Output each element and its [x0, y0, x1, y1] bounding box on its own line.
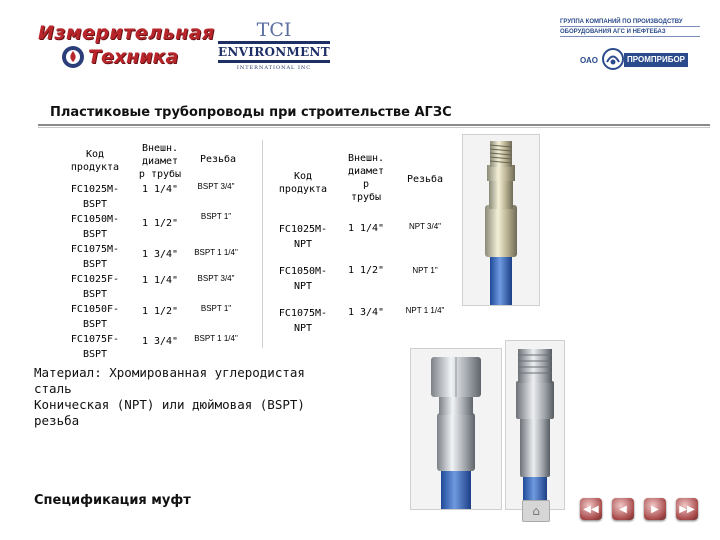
tci-text: TCI	[256, 19, 292, 41]
cell-thread: BSPT 3/4"	[197, 274, 235, 283]
title-underline	[38, 124, 710, 126]
previous-slide-button[interactable]	[612, 498, 634, 520]
cell-code	[266, 306, 340, 336]
code-line: BSPT	[82, 199, 108, 210]
code-line: FC1075M-	[278, 308, 328, 319]
code-line: FC1025F-	[70, 274, 120, 285]
material-line: Материал: Хромированная углеродистая	[34, 365, 305, 380]
cell-diameter: 1 1/4"	[141, 184, 179, 195]
npt-spec-table	[262, 140, 458, 348]
izmeritelnaya-tehnika-logo	[38, 20, 215, 72]
footer-title: Спецификация муфт	[34, 493, 191, 508]
code-line: FC1075F-	[70, 334, 120, 345]
environment-text: ENVIRONMENT	[217, 45, 331, 59]
gear-drop-icon	[60, 44, 86, 70]
header-diameter-line: диамет	[347, 166, 385, 177]
code-line: FC1050M-	[278, 266, 328, 277]
next-slide-icon: ▶	[651, 503, 659, 515]
cell-thread: BSPT 1 1/4"	[194, 334, 238, 343]
header-code-line: Код	[85, 149, 105, 160]
material-line: резьба	[34, 413, 80, 428]
code-line: BSPT	[82, 319, 108, 330]
code-line: NPT	[293, 281, 313, 292]
logo-divider	[218, 60, 330, 63]
logo-text-line1: Измерительная	[38, 22, 215, 44]
cell-code	[58, 212, 132, 242]
table-row	[58, 332, 248, 363]
code-line: BSPT	[82, 289, 108, 300]
prompribor-emblem-icon	[602, 48, 624, 70]
female-fitting-photo	[410, 348, 502, 510]
header-code-line: продукта	[278, 184, 328, 195]
cell-diameter: 1 3/4"	[347, 307, 385, 318]
cell-diameter: 1 1/4"	[141, 275, 179, 286]
code-line: FC1075M-	[70, 244, 120, 255]
table-row	[262, 264, 458, 308]
cell-thread: BSPT 1"	[200, 212, 232, 221]
title-underline-light	[38, 127, 710, 128]
cell-thread: NPT 3/4"	[408, 222, 442, 231]
code-line: NPT	[293, 323, 313, 334]
code-line: BSPT	[82, 259, 108, 270]
material-line: Коническая (NPT) или дюймовая (BSPT)	[34, 397, 305, 412]
cell-code	[58, 302, 132, 332]
cell-code	[266, 264, 340, 294]
page-title: Пластиковые трубопроводы при строительстве АГЗС	[50, 105, 452, 120]
prompribor-logo	[580, 48, 708, 70]
table-row	[262, 306, 458, 350]
home-button[interactable]	[522, 500, 550, 522]
material-line: сталь	[34, 381, 72, 396]
table-row	[58, 272, 248, 303]
table-header-thread: Резьба	[199, 154, 237, 165]
cell-diameter: 1 3/4"	[141, 249, 179, 260]
first-slide-icon: ◀◀	[583, 503, 599, 515]
code-line: FC1050F-	[70, 304, 120, 315]
code-line: FC1025M-	[70, 184, 120, 195]
next-slide-button[interactable]	[644, 498, 666, 520]
cell-code	[58, 272, 132, 302]
code-line: NPT	[293, 239, 313, 250]
cell-thread: BSPT 3/4"	[197, 182, 235, 191]
prompribor-name: ПРОМПРИБОР	[624, 53, 688, 67]
header-diameter-line: Внешн.	[347, 153, 385, 164]
table-header-diameter	[342, 152, 390, 204]
cell-diameter: 1 1/2"	[347, 265, 385, 276]
table-row	[58, 242, 248, 273]
cell-code	[58, 332, 132, 362]
last-slide-icon: ▶▶	[679, 503, 695, 515]
header-code-line: продукта	[70, 162, 120, 173]
code-line: FC1025M-	[278, 224, 328, 235]
cell-diameter: 1 1/4"	[347, 223, 385, 234]
cell-thread: BSPT 1"	[200, 304, 232, 313]
last-slide-button[interactable]	[676, 498, 698, 520]
table-row	[58, 212, 248, 243]
table-row	[58, 182, 248, 213]
threaded-fitting-photo	[505, 340, 565, 510]
header-diameter-line: р трубы	[138, 169, 182, 180]
table-row	[262, 222, 458, 266]
cell-code	[266, 222, 340, 252]
logo-text-line2: Техника	[88, 46, 179, 68]
table-row	[58, 302, 248, 333]
material-description	[34, 365, 394, 429]
group-caption-line1: ГРУППА КОМПАНИЙ ПО ПРОИЗВОДСТВУ	[560, 18, 700, 27]
cell-thread: NPT 1"	[412, 266, 438, 275]
first-slide-button[interactable]	[580, 498, 602, 520]
cell-code	[58, 242, 132, 272]
oao-text: ОАО	[580, 56, 598, 65]
cell-thread: BSPT 1 1/4"	[194, 248, 238, 257]
header-diameter-line: Внешн.	[141, 143, 179, 154]
table-header-code	[58, 148, 132, 174]
header-code-line: Код	[293, 171, 313, 182]
header-diameter-line: трубы	[350, 192, 382, 203]
logo-divider	[218, 41, 330, 44]
cell-code	[58, 182, 132, 212]
tci-environment-logo	[214, 20, 334, 76]
previous-slide-icon: ◀	[619, 503, 627, 515]
code-line: BSPT	[82, 229, 108, 240]
table-header-thread: Резьба	[406, 174, 444, 185]
group-caption-line2: ОБОРУДОВАНИЯ АГС И НЕФТЕБАЗ	[560, 28, 700, 37]
home-icon: ⌂	[532, 504, 540, 518]
code-line: BSPT	[82, 349, 108, 360]
prompribor-group-caption	[560, 18, 700, 38]
international-text: INTERNATIONAL INC	[236, 65, 312, 71]
table-header-code	[266, 170, 340, 196]
header-diameter-line: диамет	[141, 156, 179, 167]
cell-thread: NPT 1 1/4"	[405, 306, 445, 315]
table-header-diameter	[136, 142, 184, 181]
male-fitting-photo	[462, 134, 540, 306]
cell-diameter: 1 1/2"	[141, 218, 179, 229]
cell-diameter: 1 1/2"	[141, 306, 179, 317]
cell-diameter: 1 3/4"	[141, 336, 179, 347]
code-line: FC1050M-	[70, 214, 120, 225]
header-diameter-line: р	[362, 179, 370, 190]
